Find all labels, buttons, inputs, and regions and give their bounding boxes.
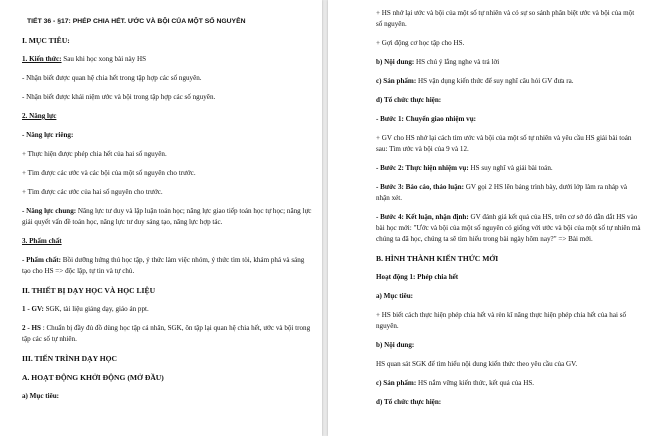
qualities-label: - Phẩm chất: xyxy=(22,256,62,264)
page-right-content xyxy=(376,8,642,416)
specific-competency-item-1: + Thực hiện được phép chia hết của hai số nguyên. xyxy=(22,150,167,158)
activity-1-objective-label: a) Mục tiêu: xyxy=(376,292,414,300)
knowledge-label: 1. Kiến thức: xyxy=(22,55,62,63)
teacher-materials xyxy=(22,304,312,315)
general-competency-label: - Năng lực chung: xyxy=(22,207,77,215)
knowledge-item-1: - Nhận biết được quan hệ chia hết trong tập hợp các số nguyên. xyxy=(22,74,202,82)
specific-competency-label: - Năng lực riêng: xyxy=(22,131,74,139)
activity-1-content-text: HS quan sát SGK để tìm hiểu nội dung kiến thức theo yêu cầu của GV. xyxy=(376,360,578,368)
teacher-text: SGK, tài liệu giảng dạy, giáo án ppt. xyxy=(43,305,149,313)
step-3-label: - Bước 3: Báo cáo, thảo luận: xyxy=(376,183,464,191)
activity-1-product xyxy=(376,378,642,389)
step-4-text: GV đánh giá kết quả của HS, trên cơ sở đó dẫn dắt HS vào bài học mới: "Ước và bội của một số nguyên có giống với ước và bội của một số tự nhiên mà chúng ta đã học, chúng ta sẽ tìm hiểu trong bài ngày hôm nay?" => Bài mới. xyxy=(376,213,641,243)
section-heading-equipment: II. THIẾT BỊ DẠY HỌC VÀ HỌC LIỆU xyxy=(22,286,156,295)
student-text: : Chuẩn bị đầy đủ đồ dùng học tập cá nhân, SGK, ôn tập lại quan hệ chia hết, ước và bội trong tập các số tự nhiên. xyxy=(22,324,311,343)
activity-1-product-text: HS nắm vững kiến thức, kết quả của HS. xyxy=(416,379,535,387)
warmup-content xyxy=(376,57,642,68)
student-label: 2 - HS xyxy=(22,324,41,332)
activity-1-organization-label: d) Tổ chức thực hiện: xyxy=(376,398,442,406)
step-1-text: + GV cho HS nhớ lại cách tìm ước và bội của một số tự nhiên và yêu cầu HS giải bài toán sau: Tìm ước và bội của 9 và 12. xyxy=(376,134,632,153)
knowledge-item-2: - Nhận biết được khái niệm ước và bội trong tập hợp các số nguyên. xyxy=(22,93,216,101)
qualities-text: Bồi dưỡng hứng thú học tập, ý thức làm việc nhóm, ý thức tìm tòi, khám phá và sáng tạo cho HS => độc lập, tự tin và tự chủ. xyxy=(22,256,305,275)
step-2 xyxy=(376,163,642,174)
warmup-content-label: b) Nội dung: xyxy=(376,58,415,66)
qualities-heading: 3. Phẩm chất xyxy=(22,237,62,245)
warmup-product xyxy=(376,76,642,87)
warmup-objective-item-1: + HS nhớ lại ước và bội của một số tự nhiên và có sự so sánh phân biệt ước và bội của một số nguyên. xyxy=(376,9,635,28)
step-2-text: HS suy nghĩ và giải bài toán. xyxy=(468,164,553,172)
section-heading-new-knowledge: B. HÌNH THÀNH KIẾN THỨC MỚI xyxy=(376,254,499,263)
warmup-content-text: HS chú ý lắng nghe và trả lời xyxy=(414,58,500,66)
knowledge-text: Sau khi học xong bài này HS xyxy=(61,55,147,63)
knowledge-paragraph xyxy=(22,54,312,65)
activity-1-content-label: b) Nội dung: xyxy=(376,341,415,349)
specific-competency-item-3: + Tìm được các ước của hai số nguyên cho trước. xyxy=(22,188,163,196)
step-2-label: - Bước 2: Thực hiện nhiệm vụ: xyxy=(376,164,469,172)
document-page-right xyxy=(328,0,650,436)
general-competency-text: Năng lực tư duy và lập luận toán học; năng lực giao tiếp toán học tự học; năng lực giải quyết vấn đề toán học, năng lực tư duy sáng tạo, năng lực hợp tác. xyxy=(22,207,312,226)
activity-1-product-label: c) Sản phẩm: xyxy=(376,379,417,387)
section-heading-objectives: I. MỤC TIÊU: xyxy=(22,36,70,45)
step-3 xyxy=(376,182,642,204)
section-heading-warmup: A. HOẠT ĐỘNG KHỞI ĐỘNG (MỞ ĐẦU) xyxy=(22,373,164,382)
step-4 xyxy=(376,212,642,245)
warmup-objective-item-2: + Gợi động cơ học tập cho HS. xyxy=(376,39,465,47)
warmup-product-text: HS vận dụng kiến thức để suy nghĩ câu hỏi GV đưa ra. xyxy=(416,77,574,85)
page-left-content xyxy=(22,8,312,410)
activity-1-heading: Hoạt động 1: Phép chia hết xyxy=(376,273,459,281)
step-4-label: - Bước 4: Kết luận, nhận định: xyxy=(376,213,469,221)
competency-heading: 2. Năng lực xyxy=(22,112,57,120)
general-competency-paragraph xyxy=(22,206,312,228)
qualities-paragraph xyxy=(22,255,312,277)
warmup-objective-label: a) Mục tiêu: xyxy=(22,392,60,400)
section-heading-procedure: III. TIẾN TRÌNH DẠY HỌC xyxy=(22,354,118,363)
step-1-label: - Bước 1: Chuyển giao nhiệm vụ: xyxy=(376,115,477,123)
activity-1-objective-text: + HS biết cách thực hiện phép chia hết và rèn kĩ năng thực hiện phép chia hết của hai số nguyên. xyxy=(376,311,627,330)
teacher-label: 1 - GV: xyxy=(22,305,44,313)
lesson-title: TIẾT 36 - §17: PHÉP CHIA HẾT. ƯỚC VÀ BỘI CỦA MỘT SỐ NGUYÊN xyxy=(27,18,246,25)
document-page-left xyxy=(0,0,322,436)
step-3-text: GV gọi 2 HS lên bảng trình bày, dưới lớp làm ra nháp và nhận xét. xyxy=(376,183,628,202)
warmup-product-label: c) Sản phẩm: xyxy=(376,77,417,85)
warmup-organization-label: d) Tổ chức thực hiện: xyxy=(376,96,442,104)
specific-competency-item-2: + Tìm được các ước và các bội của một số nguyên cho trước. xyxy=(22,169,196,177)
student-materials xyxy=(22,323,312,345)
